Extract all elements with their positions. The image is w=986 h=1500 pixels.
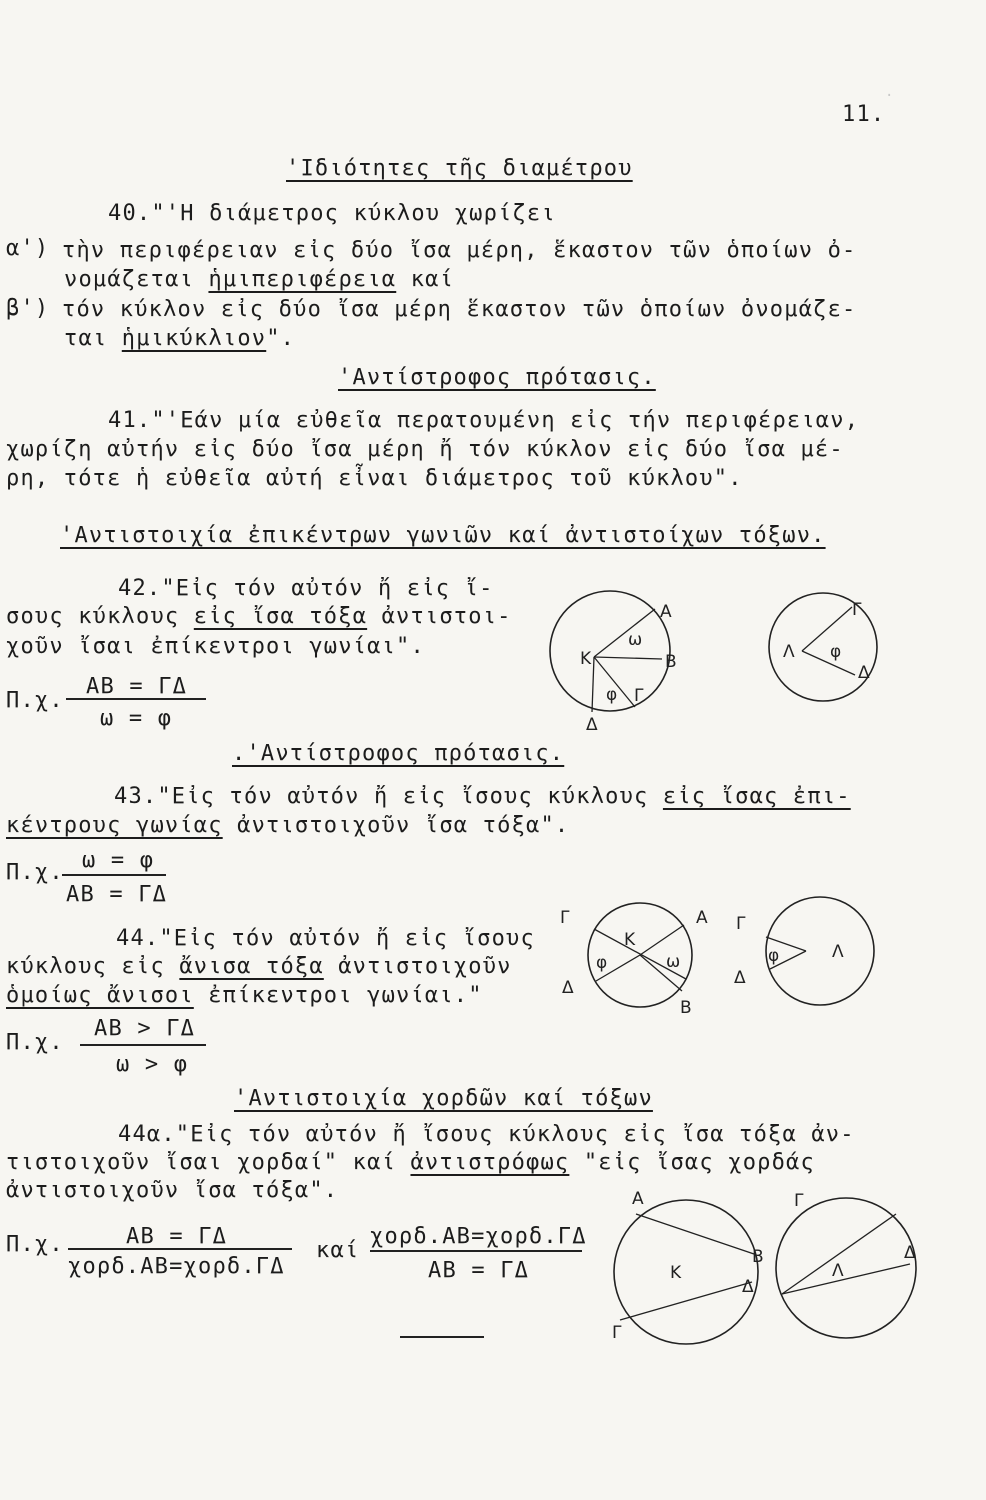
figure-42 [530,585,880,745]
p44a-line3: ἀντιστοιχοῦν ἴσα τόξα". [6,1178,339,1203]
fig44a-label-L: Λ [832,1261,844,1281]
term-conversely: ἀντιστρόφως [410,1150,570,1175]
p42-line2 [6,606,512,628]
p44a-line2 [6,1152,815,1174]
p44-formula-num: ΑΒ > ΓΔ [94,1016,196,1041]
p44-example-label: Π.χ. [6,1030,64,1055]
p44a-f1-bar [68,1248,292,1250]
fig44a-label-D: Δ [742,1277,754,1297]
p42-line2-post: ἀντιστοι- [367,604,512,629]
p44a-line2-post: "εἰς ἴσας χορδάς [569,1150,815,1175]
fig44a-label-A: Α [632,1189,644,1209]
fig44-label-B: Β [680,998,692,1018]
p44a-f2-num: χορδ.ΑΒ=χορδ.ΓΔ [370,1224,587,1249]
fig42-label-D2: Δ [858,663,870,683]
section-title-converse-1: 'Αντίστροφος πρότασις. [338,365,656,390]
fig44-label-D2: Δ [734,968,746,988]
fig44a-label-B: Β [752,1247,764,1267]
p40-line5-post: ". [266,326,296,351]
fig42-label-G: Γ [634,686,644,706]
p42-line1: 42."Εἰς τόν αὐτόν ἤ εἰς ἴ- [118,576,494,601]
p42-line3: χοῦν ἴσαι ἐπίκεντροι γωνίαι". [6,634,425,659]
p44-formula-den: ω > φ [116,1052,189,1077]
p44a-f1-den: χορδ.ΑΒ=χορδ.ΓΔ [68,1254,285,1279]
p40-line4: τόν κύκλον εἰς δύο ἴσα μέρη ἕκαστον τῶν ὁποίων ὀνομάζε- [62,297,857,322]
p40-b-label: β') [6,296,50,321]
p42-formula-den: ω = φ [100,706,173,731]
p41-line1: 41."'Εάν μία εὐθεῖα περατουμένη εἰς τήν περιφέρειαν, [108,408,860,433]
end-rule [400,1336,484,1338]
section-title-correspondence: 'Αντιστοιχία ἐπικέντρων γωνιῶν καί ἀντιστοίχων τόξων. [60,523,826,548]
p44-line3 [6,985,483,1007]
p42-line2-pre: σους κύκλους [6,604,194,629]
p44-line1: 44."Εἰς τόν αὐτόν ἤ εἰς ἴσους [116,926,535,951]
fig44-label-L: Λ [832,942,844,962]
p44-line2-post: ἀντιστοιχοῦν [323,954,512,979]
p44-fraction-bar [80,1044,206,1046]
p40-line5 [64,328,295,350]
fig44-label-G2: Γ [736,914,746,934]
fig44-label-D: Δ [562,978,574,998]
p43-line2-post: ἀντιστοιχοῦν ἴσα τόξα". [222,813,570,838]
p43-line1 [114,786,851,808]
figure-44 [556,905,886,1025]
term-equal-angles-2: κέντρους γωνίας [6,813,223,838]
fig44-label-A: Α [696,908,708,928]
p40-a-label: α') [6,236,50,261]
p40-line1: 40."'Η διάμετρος κύκλου χωρίζει [108,201,556,226]
fig42-phi: φ [606,685,618,705]
p44a-line2-pre: τιστοιχοῦν ἴσαι χορδαί" καί [6,1150,411,1175]
fig42-label-A: Α [660,602,672,622]
fig44a-label-G: Γ [612,1323,622,1343]
term-semicircle: ἡμικύκλιον [121,326,267,351]
p41-line2: χωρίζη αὐτήν εἰς δύο ἴσα μέρη ἤ τόν κύκλον εἰς δύο ἴσα μέ- [6,437,844,462]
p44a-kai: καί [316,1238,360,1263]
section-title-diameter: 'Ιδιότητες τῆς διαμέτρου [286,156,633,181]
fig44-label-G: Γ [560,908,570,928]
fig44-omega: ω [666,952,681,972]
fig44-phi: φ [596,953,608,973]
section-title-chords: 'Αντιστοιχία χορδῶν καί τόξων [234,1086,653,1111]
term-unequal-arcs: ἄνισα τόξα [179,954,324,979]
fig44-phi2: φ [768,946,780,966]
fig44a-label-G2: Γ [794,1191,804,1211]
term-equal-angles-1: εἰς ἴσας ἐπι- [662,784,851,809]
fig42-phi2: φ [830,642,842,662]
p40-line5-pre: ται [64,326,122,351]
p42-fraction-bar [66,698,206,700]
page-number: 11. [842,102,886,127]
fig44-label-K: Κ [624,930,636,950]
p43-line1-pre: 43."Εἰς τόν αὐτόν ἤ εἰς ἴσους κύκλους [114,784,663,809]
p44a-line1: 44α."Εἰς τόν αὐτόν ἤ ἴσους κύκλους εἰς ἴσα τόξα ἀν- [118,1122,855,1147]
fig42-omega: ω [628,630,643,650]
p44a-f1-num: ΑΒ = ΓΔ [126,1224,228,1249]
p44-line3-post: ἐπίκεντροι γωνίαι." [193,983,483,1008]
p44a-f2-den: ΑΒ = ΓΔ [428,1258,530,1283]
figure-44a [600,1184,930,1354]
term-similarly-unequal: ὁμοίως ἄνισοι [6,983,194,1008]
p43-line2 [6,815,569,837]
term-equal-arcs: εἰς ἴσα τόξα [193,604,368,629]
p44-line2-pre: κύκλους εἰς [6,954,180,979]
p40-line3-pre: νομάζεται [64,267,209,292]
p44a-f2-bar [370,1250,582,1252]
p42-example-label: Π.χ. [6,688,64,713]
fig44a-label-D2: Δ [904,1243,916,1263]
p40-line2: τὴν περιφέρειαν εἰς δύο ἴσα μέρη, ἕκαστον τῶν ὁποίων ὀ- [62,238,857,263]
fig42-label-L: Λ [783,642,795,662]
bleed-through-mark: · [885,88,894,104]
fig42-label-G2: Γ [852,600,862,620]
p43-example-label: Π.χ. [6,860,64,885]
p43-fraction-bar [62,874,166,876]
p41-line3: ρη, τότε ἡ εὐθεῖα αὐτή εἶναι διάμετρος τοῦ κύκλου". [6,466,743,491]
p43-formula-num: ω = φ [82,848,155,873]
p43-formula-den: ΑΒ = ΓΔ [66,882,168,907]
section-title-converse-2: .'Αντίστροφος πρότασις. [232,741,565,766]
term-hemicircumference: ἡμιπεριφέρεια [208,267,397,292]
p42-formula-num: ΑΒ = ΓΔ [86,674,188,699]
fig44a-label-K: Κ [670,1263,682,1283]
p44a-example-label: Π.χ. [6,1232,64,1257]
fig42-label-B: Β [665,652,677,672]
p44-line2 [6,956,512,978]
p40-line3 [64,269,454,291]
p40-line3-post: καί [396,267,455,292]
fig42-label-D: Δ [586,715,598,735]
fig42-label-K: Κ [580,649,592,669]
